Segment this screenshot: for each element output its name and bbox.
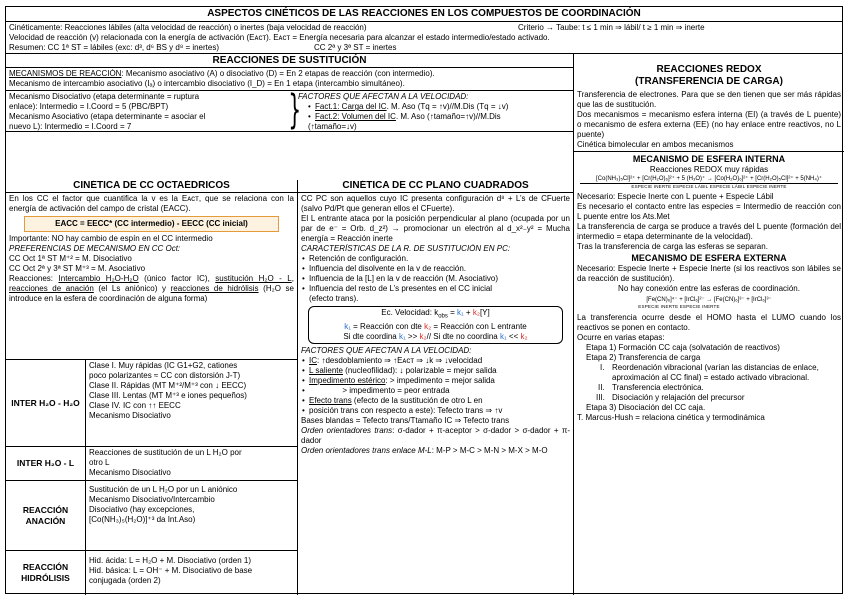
outer-stages-intro: Ocurre en varias etapas: bbox=[577, 333, 665, 342]
inner-sphere-equation-labels: ESPECIE INERTE ESPECIE LÁBIL ESPECIE LÁBIL ESPECIE INERTE bbox=[580, 183, 838, 190]
trans-bond-order-text: : M-P > M-C > M-N > M-X > M-O bbox=[431, 445, 548, 455]
inner-requirement: Necesario: Especie Inerte con L puente + Especie Lábil bbox=[577, 192, 774, 201]
trans-bond-order bbox=[298, 446, 573, 456]
associative-line-1: Mecanismo Asociativo (etapa determinante = asociar el bbox=[9, 112, 206, 121]
cmp-c: // Si dte no coordina bbox=[426, 331, 500, 341]
inner-sphere-header: MECANISMO DE ESFERA INTERNA bbox=[632, 154, 786, 164]
preferences-title: PREFERENCIAS DE MECANISMO EN CC Oct: bbox=[9, 244, 181, 253]
sheet-title: ASPECTOS CINÉTICOS DE LAS REACCIONES EN LOS COMPUESTOS DE COORDINACIÓN bbox=[6, 7, 842, 22]
characteristics-list bbox=[298, 254, 573, 304]
dissociative-line-1: Mecanismo Disociativo (etapa determinante = ruptura bbox=[9, 92, 200, 101]
row-content bbox=[86, 361, 297, 421]
factor-label: IC bbox=[309, 355, 317, 365]
trans-order bbox=[298, 426, 573, 446]
row-label-hydrolysis: REACCIÓN HIDRÓLISIS bbox=[6, 551, 86, 595]
list-item: • Influencia del disolvente en la v de reacción. bbox=[302, 264, 573, 274]
water-exchange: Intercambio H₂O-H₂O bbox=[58, 274, 139, 283]
factor-label: Impedimento estérico bbox=[309, 375, 386, 385]
rate-constants-meaning bbox=[313, 322, 558, 332]
inner-sphere-subtitle: Reacciones REDOX muy rápidas bbox=[649, 165, 769, 174]
redox-intro: Transferencia de electrones. Para que se den tienen que ser más rápidas que las de sustitución. bbox=[577, 90, 841, 109]
list-item: • Retención de configuración. bbox=[302, 254, 573, 264]
substitution-header: REACCIONES DE SUSTITUCIÓN bbox=[6, 54, 573, 68]
trans-bond-order-label: Orden orientadores trans enlace M-L bbox=[301, 445, 432, 455]
water-ligand-substitution: sustitución H₂O - L bbox=[215, 274, 292, 283]
outer-homo-lumo: La transferencia ocurre desde el HOMO hasta el LUMO cuando los reactivos se ponen en contacto. bbox=[577, 313, 841, 332]
factors-title: FACTORES QUE AFECTAN A LA VELOCIDAD: bbox=[298, 92, 469, 101]
k2-symbol: k₂ bbox=[424, 321, 432, 331]
k1-symbol: k₁ bbox=[344, 321, 351, 331]
reactions-mid: (único factor IC), bbox=[138, 274, 210, 283]
intro-line-2: Velocidad de reacción (v) relacionada con la energía de activación (Eᴀᴄᴛ). Eᴀᴄᴛ = Energía necesaria para alcanzar el estado intermedio/estado activado. bbox=[9, 33, 550, 42]
reactions-mid-2: (el Ls aniónico) bbox=[93, 284, 158, 293]
stage-2: Etapa 2) Transferencia de carga bbox=[586, 353, 701, 362]
redox-column bbox=[573, 54, 844, 595]
factor-text: posición trans con respecto a este): Tefecto trans ⇒ ↑v bbox=[309, 405, 503, 415]
k1-symbol: k₁ bbox=[499, 331, 507, 341]
row-line: poco polarizantes ≈ CC con distorsión J-T) bbox=[89, 371, 241, 380]
mechanisms-detail bbox=[6, 87, 573, 133]
outer-requirement: Necesario: Especie Inerte + Especie Inerte (si los reactivos son lábiles se da reacción de sustitución). bbox=[577, 264, 841, 283]
list-item-continued bbox=[302, 406, 573, 416]
table-row bbox=[6, 359, 297, 446]
redox-subheader: (TRANSFERENCIA DE CARGA) bbox=[635, 76, 783, 87]
marcus-hush: T. Marcus-Hush = relaciona cinética y termodinámica bbox=[577, 413, 765, 422]
list-item-continued bbox=[302, 386, 573, 396]
row-line: Clase III. Lentas (MT M⁺³ e iones pequeños) bbox=[89, 391, 247, 400]
summary-second-third-series: CC 2ª y 3ª ST = inertes bbox=[314, 43, 397, 52]
reactions-prefix: Reacciones: bbox=[9, 274, 59, 283]
rate-prefix: Ec. Velocidad: k bbox=[381, 308, 439, 317]
k1-symbol: k₁ bbox=[398, 331, 406, 341]
mechanism-types bbox=[6, 92, 286, 132]
row-line: Clase IV. IC con ↑↑ EECC bbox=[89, 401, 181, 410]
factor-charge-text: . M. Aso (Tq = ↑v)//M.Dis (Tq = ↓v) bbox=[386, 102, 509, 111]
rate-sub: obs bbox=[438, 313, 448, 320]
list-item bbox=[302, 366, 573, 376]
stage-1: Etapa 1) Formación CC caja (solvatación de reactivos) bbox=[586, 343, 780, 352]
table-row bbox=[6, 446, 297, 480]
factor-text: : ↑desdoblamiento ⇒ ↑Eᴀᴄᴛ ⇒ ↓k ⇒ ↓velocidad bbox=[317, 355, 483, 365]
mechanisms-line-2: Mecanismo de intercambio asociativo (Iₐ) o intercambio disociativo (I_D) = En 1 etapa (intercambio simultáneo). bbox=[6, 79, 573, 91]
preference-first-series: CC Oct 1ª ST M⁺² = M. Disociativo bbox=[9, 254, 132, 263]
characteristics-title: CARACTERÍSTICAS DE LA R. DE SUSTITUCIÓN EN PC: bbox=[301, 244, 511, 253]
mechanisms-text: : Mecanismo asociativo (A) o disociativo (D) = En 2 etapas de reacción (con intermedio). bbox=[121, 69, 435, 78]
associative-line-2: nuevo L): Intermedio = I.Coord = 7 bbox=[9, 122, 132, 131]
octahedral-intro: En los CC el factor que cuantifica la v es la Eᴀᴄᴛ, que se relaciona con la energía de activación del campo de cristal (EACC). bbox=[9, 194, 294, 213]
octahedral-column bbox=[6, 180, 298, 595]
grouping-brace: } bbox=[288, 87, 302, 133]
table-row bbox=[6, 480, 297, 550]
row-line: Clase II. Rápidas (MT M⁺²/M⁺³ con ↓ EECC) bbox=[89, 381, 247, 390]
entering-ligand-text: El L entrante ataca por la posición perpendicular al plano (ocupada por un par de e⁻ = Orb. d_z²) → promocionar un electrón al d_x²₋y² = Mucha energía = Reacción inerte bbox=[301, 214, 570, 243]
rate-plus: + bbox=[463, 308, 473, 317]
planar-factors-list bbox=[298, 356, 573, 416]
row-label-water-water: INTER H₂O - H₂O bbox=[6, 360, 86, 446]
k2-symbol: k₂ bbox=[472, 308, 480, 317]
substage-number: II. bbox=[598, 383, 605, 392]
mechanisms-line-1 bbox=[6, 69, 573, 79]
factor-charge-label: Fact.1: Carga del IC bbox=[315, 102, 387, 111]
square-planar-column bbox=[298, 180, 573, 595]
intro-line-3 bbox=[6, 43, 842, 53]
substitution-factors bbox=[298, 92, 573, 132]
k1-symbol: k₁ bbox=[457, 308, 464, 317]
substage-number: III. bbox=[596, 393, 605, 402]
outer-sphere-equation-labels: ESPECIE INERTE ESPECIE INERTE bbox=[638, 304, 720, 309]
factor-label: Efecto trans bbox=[309, 395, 352, 405]
row-line: Hid. ácida: L = H₂O + M. Disociativo (orden 1) bbox=[89, 556, 251, 565]
substage-text: Reordenación vibracional (varían las distancias de enlace, aproximación al CC final) = estado activado vibracional. bbox=[612, 363, 819, 382]
substitution-area bbox=[6, 54, 573, 595]
row-line: Disociativo (hay excepciones, bbox=[89, 505, 195, 514]
outer-no-connection: No hay conexión entre las esferas de coordinación. bbox=[618, 284, 800, 293]
k1-meaning: = Reacción con dte bbox=[350, 321, 425, 331]
redox-kinetics: Cinética bimolecular en ambos mecanismos bbox=[574, 140, 844, 152]
factor-volume-text: . M. Aso (↑tamaño=↑v)//M.Dis bbox=[395, 112, 501, 121]
redox-header: REACCIONES REDOX bbox=[656, 64, 762, 75]
octahedral-reaction-table bbox=[6, 359, 297, 595]
row-line: Mecanismo Disociativo bbox=[89, 468, 171, 477]
spin-note: Importante: NO hay cambio de espín en el CC intermedio bbox=[9, 234, 213, 243]
rate-equation bbox=[313, 308, 558, 322]
inner-sphere-equation: [Co(NH₃)₅Cl]²⁺ + [Cr(H₂O)₆]²⁺ + 5 (H₃O)⁺ → [Co(H₂O)₆]²⁺ + [Cr(H₂O)₅Cl]²⁺ + 5(NH₄)⁺ bbox=[596, 176, 822, 182]
factor-text: > impedimento = peor entrada bbox=[309, 385, 450, 395]
square-planar-intro: CC PC son aquellos cuyo IC presenta configuración d⁸ + L’s de CFuerte (salvo Pd/Pt que generan ellos el CFuerte). bbox=[301, 194, 570, 213]
factor-charge bbox=[308, 102, 573, 112]
row-content bbox=[86, 556, 297, 586]
reactions-text: Reacciones: Intercambio H₂O-H₂O (único factor IC), sustitución H₂O - L, reacciones de anación (el Ls aniónico) y reacciones de hidrólisis (H₂O se introduce en la esfera de coordinación de alguna forma) bbox=[9, 274, 294, 303]
mechanisms-label: MECANISMOS DE REACCIÓN bbox=[9, 69, 122, 78]
rate-end: [Y] bbox=[479, 308, 490, 317]
inner-contact: Es necesario el contacto entre las especies = Intermedio de reacción con L puente entre los Ats.Met bbox=[577, 202, 841, 221]
factor-volume-continued: (↑tamaño=↓v) bbox=[308, 122, 357, 131]
summary-first-series: Resumen: CC 1ª ST = lábiles (exc: d³, d⁶ BS y d⁸ = inertes) bbox=[9, 43, 220, 52]
planar-factors-title: FACTORES QUE AFECTAN A LA VELOCIDAD: bbox=[301, 345, 472, 355]
intro-line-1 bbox=[6, 23, 842, 33]
row-line: Hid. básica: L = OH⁻ + M. Disociativo de base bbox=[89, 566, 253, 575]
list-item: (efecto trans). bbox=[309, 294, 359, 303]
row-line: otro L bbox=[89, 458, 110, 467]
row-line: [Co(NH₃)₅(H₂O)]⁺³ da Int.Aso) bbox=[89, 515, 196, 524]
list-item bbox=[302, 356, 573, 366]
list-item bbox=[302, 396, 573, 406]
outer-sphere-header: MECANISMO DE ESFERA EXTERNA bbox=[631, 253, 787, 263]
taube-criterion: Criterio → Taube: t ≤ 1 min ⇒ lábil/ t ≥ 1 min ⇒ inerte bbox=[518, 23, 705, 32]
row-line: Mecanismo Disociativo bbox=[89, 411, 171, 420]
hydrolysis-reactions: reacciones de hidrólisis bbox=[170, 284, 259, 293]
list-item bbox=[302, 376, 573, 386]
stage-3: Etapa 3) Disociación del CC caja. bbox=[586, 403, 706, 412]
trans-order-label: Orden orientadores trans bbox=[301, 425, 393, 435]
row-label-anation: REACCIÓN ANACIÓN bbox=[6, 481, 86, 550]
trans-order-text: : σ-dador + π-aceptor > σ-dador > σ-dador + π-dador bbox=[301, 425, 571, 445]
list-item: • Influencia de la [L] en la v de reacción (M. Asociativo) bbox=[302, 274, 573, 284]
preference-second-series: CC Oct 2ª y 3ª ST M⁺³ = M. Asociativo bbox=[9, 264, 146, 273]
factor-label: L saliente bbox=[309, 365, 343, 375]
row-label-water-ligand: INTER H₂O - L bbox=[6, 447, 86, 480]
row-content bbox=[86, 448, 297, 478]
cmp-a: Si dte coordina bbox=[343, 331, 399, 341]
row-content bbox=[86, 485, 297, 525]
inner-transfer: La transferencia de carga se produce a través del L puente (formación del intermedio = etapa determinante de la velocidad). bbox=[577, 222, 841, 241]
table-row bbox=[6, 550, 297, 595]
row-line: Clase I. Muy rápidas (IC G1+G2, cationes bbox=[89, 361, 238, 370]
dissociative-line-2: enlace): Intermedio = I.Coord = 5 (PBC/BPT) bbox=[9, 102, 169, 111]
k2-symbol: k₂ bbox=[419, 331, 427, 341]
reactions-and: y bbox=[162, 284, 171, 293]
rate-eq: = bbox=[447, 308, 457, 317]
substage-2 bbox=[574, 383, 844, 393]
k2-symbol: k₂ bbox=[520, 331, 528, 341]
inner-separation: Tras la transferencia de carga las esferas se separan. bbox=[577, 242, 768, 251]
factor-text: : > impedimento = mejor salida bbox=[385, 375, 495, 385]
octahedral-header: CINÉTICA DE CC OCTAÉDRICOS bbox=[6, 180, 297, 193]
summary-sheet bbox=[5, 6, 843, 594]
factor-text: (efecto de la sustitución de otro L en bbox=[351, 395, 483, 405]
lability-definition: Cinéticamente: Reacciones lábiles (alta velocidad de reacción) o inertes (baja velocidad de reacción) bbox=[9, 23, 367, 32]
square-planar-header: CINÉTICA DE CC PLANO CUADRADOS bbox=[298, 180, 573, 193]
rate-equation-box bbox=[308, 306, 563, 344]
row-line: Mecanismo Disociativo/Intercambio bbox=[89, 495, 215, 504]
reactions-end: (H₂O se introduce en la esfera de coordinación de alguna forma) bbox=[9, 284, 294, 303]
redox-mechanisms: Dos mecanismos = mecanismo esfera interna (EI) (a través de L puente) o mecanismo de esfera externa (EE) (no hay enlace entre reactivos, no L puente) bbox=[577, 110, 841, 139]
cmp-d: << bbox=[506, 331, 521, 341]
substage-text: Transferencia electrónica. bbox=[612, 383, 704, 392]
factor-text: (nucleofilidad): ↓ polarizable = mejor salida bbox=[342, 365, 497, 375]
anation-reactions: reacciones de anación bbox=[9, 284, 94, 293]
outer-sphere-equation: [Fe(CN)₆]⁴⁻ + [IrCl₆]²⁻ → [Fe(CN)₆]³⁻ + [IrCl₆]³⁻ bbox=[646, 297, 772, 303]
soft-bases: Bases blandas = Tefecto trans/Ttamaño IC ⇒ Tefecto trans bbox=[301, 415, 510, 425]
row-line: conjugada (orden 2) bbox=[89, 576, 161, 585]
substage-text: Disociación y relajación del precursor bbox=[612, 393, 745, 402]
k2-meaning: = Reacción con L entrante bbox=[431, 321, 527, 331]
factor-volume bbox=[308, 112, 573, 122]
list-item: • Influencia del resto de L’s presentes en el CC inicial bbox=[302, 284, 573, 294]
substage-number: I. bbox=[600, 363, 605, 372]
substage-1 bbox=[574, 363, 844, 383]
cmp-b: >> bbox=[405, 331, 420, 341]
factor-volume-label: Fact.2: Volumen del IC bbox=[315, 112, 396, 121]
row-line: Reacciones de sustitución de un L H₂O por bbox=[89, 448, 242, 457]
eacc-formula: EACC = EECC* (CC intermedio) - EECC (CC inicial) bbox=[24, 216, 279, 232]
row-line: Sustitución de un L H₂O por un L aniónico bbox=[89, 485, 238, 494]
rate-comparison bbox=[313, 332, 558, 342]
intro-section bbox=[6, 22, 842, 54]
substage-3 bbox=[574, 393, 844, 403]
